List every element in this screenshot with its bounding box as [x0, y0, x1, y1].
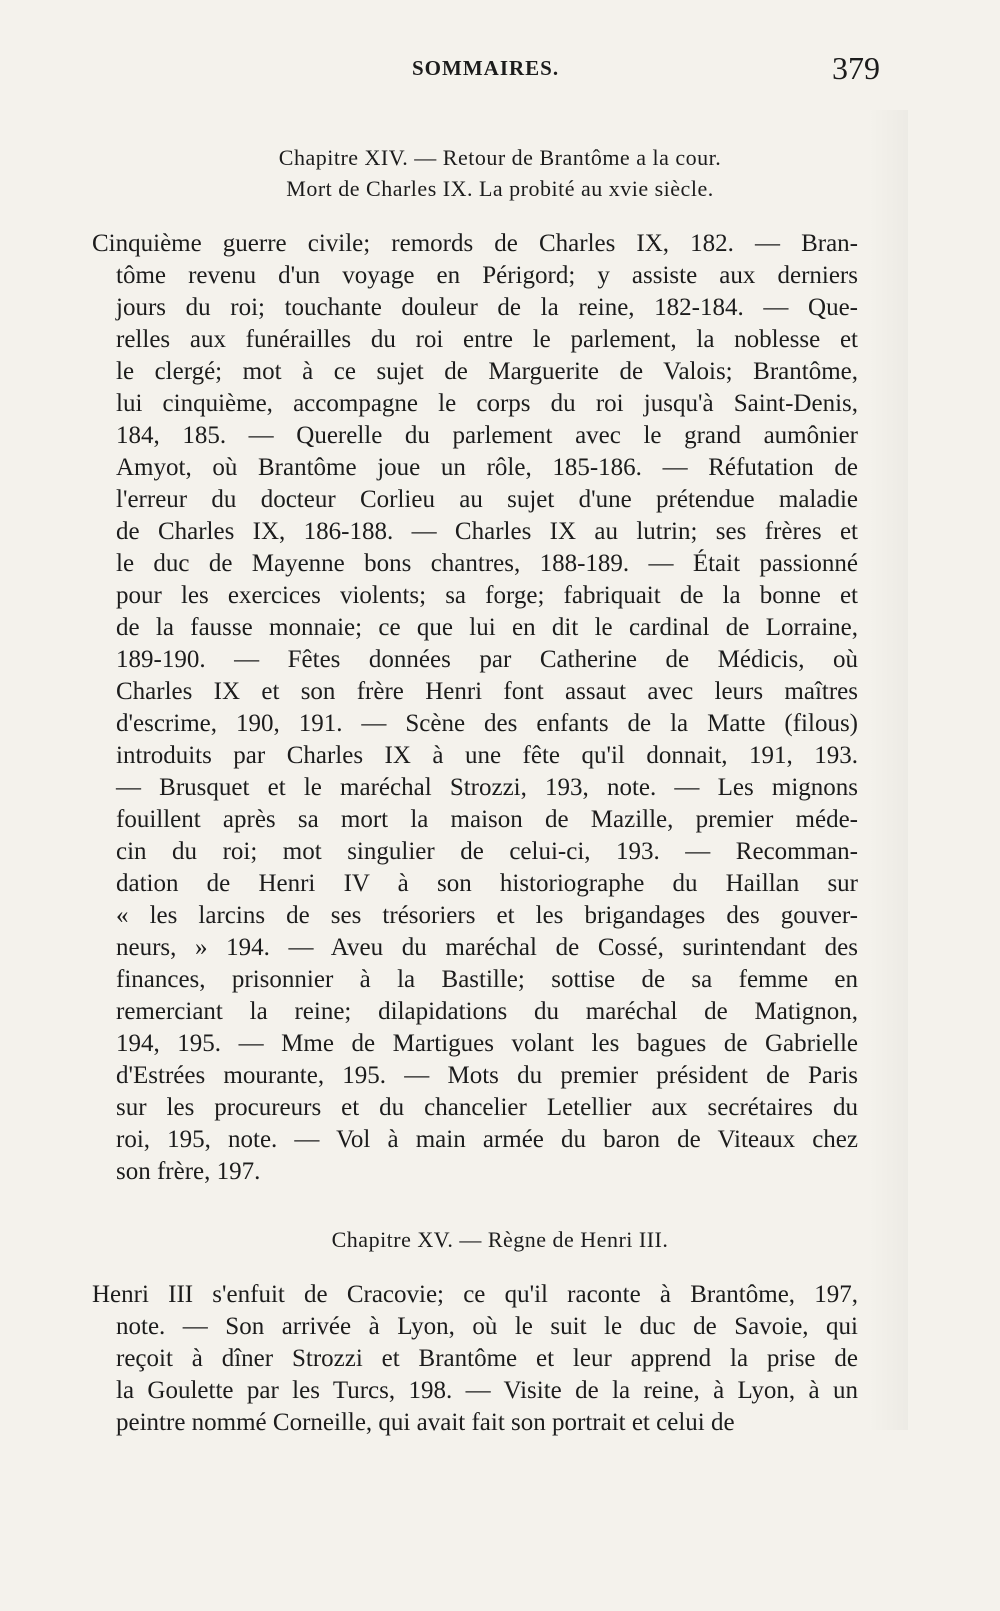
summary-line: finances, prisonnier à la Bastille; sottise de sa femme en — [116, 966, 858, 993]
chapter-14-heading-line-2: Mort de Charles IX. La probité au xvie siècle. — [286, 176, 714, 201]
summary-line: de la fausse monnaie; ce que lui en dit le cardinal de Lorraine, — [116, 614, 858, 641]
summary-line: lui cinquième, accompagne le corps du roi jusqu'à Saint-Denis, — [116, 390, 858, 417]
summary-line: le clergé; mot à ce sujet de Marguerite de Valois; Brantôme, — [116, 358, 858, 385]
summary-line: le duc de Mayenne bons chantres, 188-189. — Était passionné — [116, 550, 858, 577]
summary-line: roi, 195, note. — Vol à main armée du baron de Viteaux chez — [116, 1126, 858, 1153]
summary-line: sur les procureurs et du chancelier Letellier aux secrétaires du — [116, 1094, 858, 1121]
summary-line: cin du roi; mot singulier de celui-ci, 193. — Recomman- — [116, 838, 858, 865]
summary-line: jours du roi; touchante douleur de la reine, 182-184. — Que- — [116, 294, 858, 321]
summary-line: neurs, » 194. — Aveu du maréchal de Cossé, surintendant des — [116, 934, 858, 961]
summary-line: dation de Henri IV à son historiographe du Haillan sur — [116, 870, 858, 897]
page-number: 379 — [832, 50, 880, 86]
summary-line: Charles IX et son frère Henri font assaut avec leurs maîtres — [116, 678, 858, 705]
summary-line: reçoit à dîner Strozzi et Brantôme et leur apprend la prise de — [116, 1345, 858, 1372]
summary-line: note. — Son arrivée à Lyon, où le suit le duc de Savoie, qui — [116, 1313, 858, 1340]
summary-line: Cinquième guerre civile; remords de Charles IX, 182. — Bran- — [92, 230, 858, 257]
summary-line: fouillent après sa mort la maison de Mazille, premier méde- — [116, 806, 858, 833]
chapter-15-heading: Chapitre XV. — Règne de Henri III. — [331, 1227, 669, 1252]
summary-line: introduits par Charles IX à une fête qu'il donnait, 191, 193. — [116, 742, 858, 769]
summary-line: de Charles IX, 186-188. — Charles IX au lutrin; ses frères et — [116, 518, 858, 545]
summary-line: remerciant la reine; dilapidations du maréchal de Matignon, — [116, 998, 858, 1025]
summary-line: 194, 195. — Mme de Martigues volant les bagues de Gabrielle — [116, 1030, 858, 1057]
summary-line: son frère, 197. — [116, 1158, 261, 1185]
summary-line: Amyot, où Brantôme joue un rôle, 185-186. — Réfutation de — [116, 454, 858, 481]
summary-line: d'escrime, 190, 191. — Scène des enfants de la Matte (filous) — [116, 710, 858, 737]
summary-line: tôme revenu d'un voyage en Périgord; y assiste aux derniers — [116, 262, 858, 289]
summary-line: peintre nommé Corneille, qui avait fait son portrait et celui de — [116, 1409, 735, 1436]
summary-line: Henri III s'enfuit de Cracovie; ce qu'il raconte à Brantôme, 197, — [92, 1281, 858, 1308]
summary-line: — Brusquet et le maréchal Strozzi, 193, note. — Les mignons — [116, 774, 858, 801]
summary-line: « les larcins de ses trésoriers et les brigandages des gouver- — [116, 902, 858, 929]
summary-line: relles aux funérailles du roi entre le parlement, la noblesse et — [116, 326, 858, 353]
running-title: SOMMAIRES. — [412, 56, 560, 80]
summary-line: l'erreur du docteur Corlieu au sujet d'une prétendue maladie — [116, 486, 858, 513]
chapter-14-heading-line-1: Chapitre XIV. — Retour de Brantôme a la cour. — [278, 145, 722, 170]
chapter-14-summary — [92, 228, 858, 1188]
summary-line: pour les exercices violents; sa forge; fabriquait de la bonne et — [116, 582, 858, 609]
chapter-15-summary — [92, 1279, 858, 1439]
summary-line: d'Estrées mourante, 195. — Mots du premier président de Paris — [116, 1062, 858, 1089]
summary-line: 189-190. — Fêtes données par Catherine de Médicis, où — [116, 646, 858, 673]
summary-line: la Goulette par les Turcs, 198. — Visite de la reine, à Lyon, à un — [116, 1377, 858, 1404]
summary-line: 184, 185. — Querelle du parlement avec le grand aumônier — [116, 422, 858, 449]
